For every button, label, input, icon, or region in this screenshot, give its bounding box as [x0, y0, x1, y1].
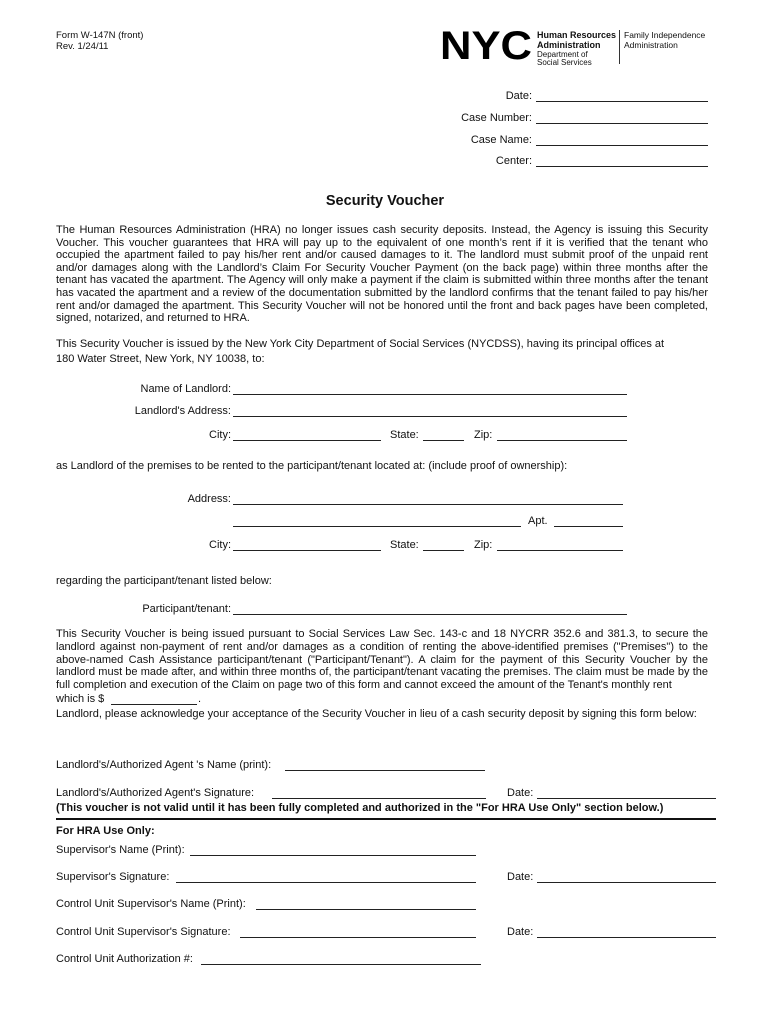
validity-notice: (This voucher is not valid until it has been fully completed and authorized in the "For HRA Use Only" section below.) — [56, 802, 664, 814]
case-number-label: Case Number: — [461, 112, 532, 124]
premises-address-label: Address: — [187, 493, 231, 505]
premises-city-label: City: — [209, 539, 231, 551]
logo-fia-line2: Administration — [624, 40, 678, 50]
date-label: Date: — [505, 90, 532, 102]
acknowledge-text: Landlord, please acknowledge your acceptance of the Security Voucher in lieu of a cash security deposit by signing this form below: — [56, 708, 697, 720]
form-number: Form W-147N (front) — [56, 30, 144, 41]
landlord-state-field[interactable] — [423, 440, 464, 441]
cu-authorization-label: Control Unit Authorization #: — [56, 953, 193, 965]
agent-signature-field[interactable] — [272, 798, 486, 799]
case-number-field[interactable] — [536, 123, 708, 124]
supervisor-name-field[interactable] — [190, 855, 476, 856]
premises-apt-field[interactable] — [554, 526, 623, 527]
agent-date-label: Date: — [507, 787, 534, 799]
form-revision: Rev. 1/24/11 — [56, 41, 109, 52]
cu-supervisor-name-field[interactable] — [256, 909, 476, 910]
cu-supervisor-name-label: Control Unit Supervisor's Name (Print): — [56, 898, 246, 910]
premises-state-field[interactable] — [423, 550, 464, 551]
logo-fia-line1: Family Independence — [624, 30, 706, 40]
participant-intro: regarding the participant/tenant listed below: — [56, 575, 272, 587]
participant-label: Participant/tenant: — [142, 603, 231, 615]
cu-date-label: Date: — [507, 926, 534, 938]
issued-line-2: 180 Water Street, New York, NY 10038, to: — [56, 353, 265, 365]
agent-name-label: Landlord's/Authorized Agent 's Name (print): — [56, 759, 272, 771]
premises-address-field[interactable] — [233, 504, 623, 505]
nyc-logo-text: NYC — [440, 28, 532, 62]
section-divider — [56, 818, 716, 820]
landlord-city-field[interactable] — [233, 440, 381, 441]
case-name-label: Case Name: — [470, 134, 532, 146]
center-label: Center: — [495, 155, 532, 167]
logo-hra-line1: Human Resources — [537, 30, 617, 40]
landlord-name-field[interactable] — [233, 394, 627, 395]
landlord-city-label: City: — [209, 429, 231, 441]
premises-state-label: State: — [390, 539, 419, 551]
cu-date-field[interactable] — [537, 937, 716, 938]
landlord-zip-label: Zip: — [474, 429, 493, 441]
premises-zip-field[interactable] — [497, 550, 623, 551]
which-is-end: . — [198, 693, 202, 705]
supervisor-date-label: Date: — [507, 871, 534, 883]
cu-supervisor-signature-field[interactable] — [240, 937, 476, 938]
rent-amount-field[interactable] — [111, 704, 197, 705]
cu-supervisor-signature-label: Control Unit Supervisor's Signature: — [56, 926, 231, 938]
agent-date-field[interactable] — [537, 798, 716, 799]
logo-hra-line2: Administration — [537, 40, 601, 50]
premises-zip-label: Zip: — [474, 539, 493, 551]
premises-apt-label: Apt. — [528, 515, 548, 527]
landlord-address-label: Landlord's Address: — [134, 405, 231, 417]
intro-paragraph: The Human Resources Administration (HRA) no longer issues cash security deposits. Instead, the Agency is issuing this Security Voucher. This voucher guarantees that HRA will pay up to the equivalent of one month’s rent if it is verified that the tenant who occupied the apartment failed to pay his/her rent and/or caused damages to it. The landlord must submit proof of the unpaid rent and/or damages along with the Landlord’s Claim For Security Voucher Payment (on the back page) within three months after the tenant has vacated the apartment. The Agency will only make a payment if the claim is submitted within three months after the tenant has vacated the apartment and a review of the documentation submitted by the landlord confirms that the tenant failed to pay his/her rent and/or damaged the apartment. This Security Voucher will not be honored until the front and back pages have been completed, signed, notarized, and returned to HRA. — [56, 224, 708, 325]
which-is-label: which is $ — [56, 693, 105, 705]
center-field[interactable] — [536, 166, 708, 167]
landlord-address-field[interactable] — [233, 416, 627, 417]
premises-city-field[interactable] — [233, 550, 381, 551]
issued-line-1: This Security Voucher is issued by the New York City Department of Social Services (NYCDSS), having its principal offices at — [56, 338, 665, 350]
logo-dss-line1: Department of — [537, 50, 588, 59]
legal-paragraph: This Security Voucher is being issued pursuant to Social Services Law Sec. 143-c and 18 NYCRR 352.6 and 381.3, to secure the landlord against non-payment of rent and/or damages as a condition of renting the above-identified premises ("Premises") to the above-named Cash Assistance participant/tenant ("Participant/Tenant"). A claim for the payment of this Security Voucher by the landlord must be made after, and within three months of, the participant/tenant vacating the premises. The claim must be made by the full completion and execution of the Claim on page two of this form and cannot exceed the amount of the Tenant's monthly rent — [56, 628, 708, 692]
landlord-state-label: State: — [390, 429, 419, 441]
cu-authorization-field[interactable] — [201, 964, 481, 965]
premises-intro: as Landlord of the premises to be rented to the participant/tenant located at: (include proof of ownership): — [56, 460, 568, 472]
supervisor-name-label: Supervisor's Name (Print): — [56, 844, 185, 856]
page-title: Security Voucher — [325, 193, 445, 209]
agent-name-field[interactable] — [285, 770, 485, 771]
agent-signature-label: Landlord's/Authorized Agent's Signature: — [56, 787, 255, 799]
date-field[interactable] — [536, 101, 708, 102]
supervisor-date-field[interactable] — [537, 882, 716, 883]
supervisor-signature-field[interactable] — [176, 882, 476, 883]
landlord-name-label: Name of Landlord: — [140, 383, 231, 395]
logo-divider — [619, 30, 620, 64]
nyc-logo-icon — [440, 28, 532, 62]
hra-use-heading: For HRA Use Only: — [56, 825, 155, 837]
supervisor-signature-label: Supervisor's Signature: — [56, 871, 170, 883]
participant-field[interactable] — [233, 614, 627, 615]
premises-address-field-2[interactable] — [233, 526, 521, 527]
case-name-field[interactable] — [536, 145, 708, 146]
logo-dss-line2: Social Services — [537, 58, 592, 67]
landlord-zip-field[interactable] — [497, 440, 627, 441]
